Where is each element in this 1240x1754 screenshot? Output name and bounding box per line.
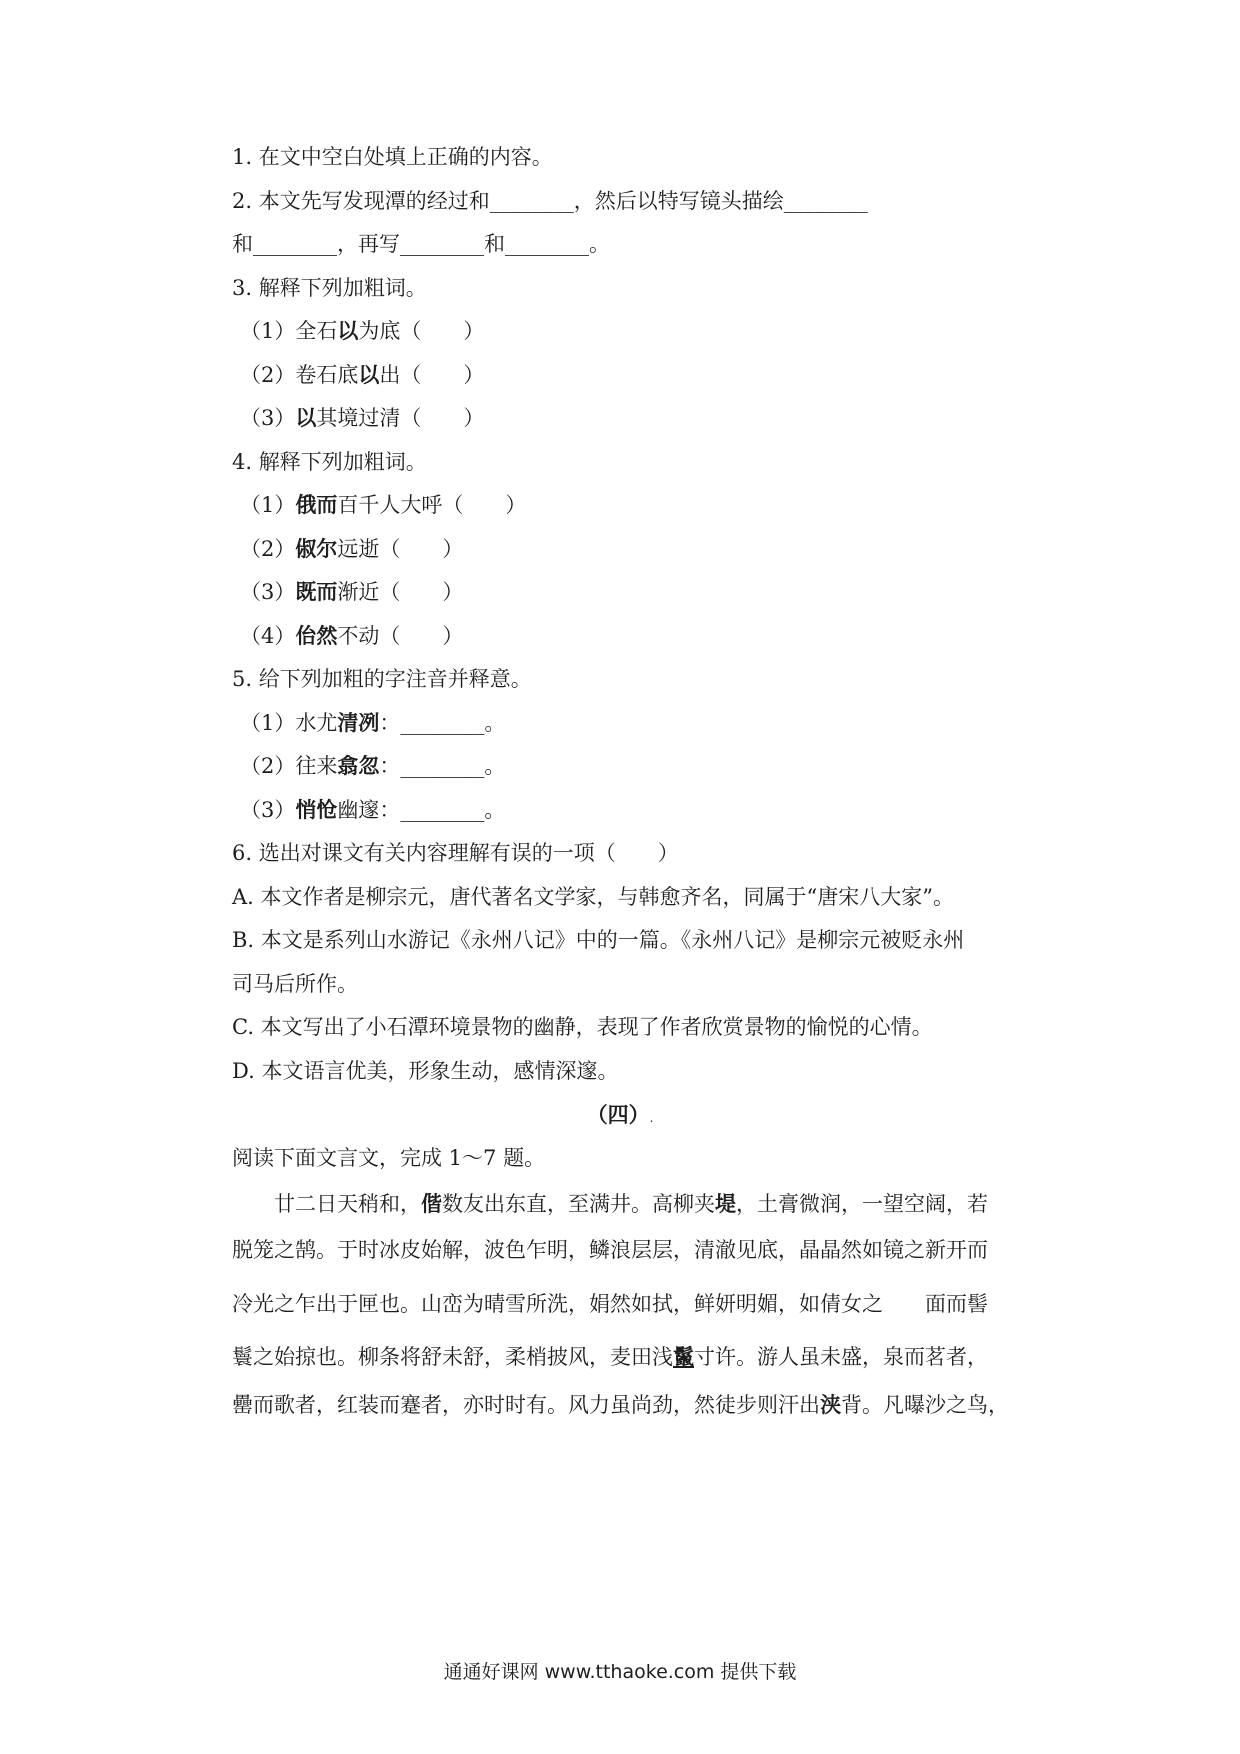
item-prefix: （3）	[240, 798, 296, 822]
item-prefix: （2）	[240, 537, 296, 561]
item-suffix: 为底（ ）	[358, 319, 485, 343]
passage-line-2: 脱笼之鹄。于时冰皮始解，波色乍明，鳞浪层层，清澈见底，晶晶然如镜之新开而	[232, 1238, 988, 1262]
bold-word: 俶尔	[295, 536, 338, 561]
question-6-option-b-line-1: B. 本文是系列山水游记《永州八记》中的一篇。《永州八记》是柳宗元被贬永州	[232, 928, 965, 952]
question-2-line-2: 和________，再写________和________。	[232, 232, 610, 256]
question-3-item-2	[240, 360, 484, 390]
question-1: 1. 在文中空白处填上正确的内容。	[232, 145, 553, 169]
passage-bold-word: 偕	[421, 1191, 442, 1216]
passage-line-4	[232, 1342, 988, 1372]
section-heading-text: （四）	[586, 1102, 650, 1127]
section-intro: 阅读下面文言文，完成 1～7 题。	[232, 1146, 546, 1170]
question-6-title: 6. 选出对课文有关内容理解有误的一项（ ）	[232, 841, 679, 865]
bold-word: 翕忽	[337, 753, 380, 778]
question-4-item-3	[240, 577, 463, 607]
question-6-option-d: D. 本文语言优美，形象生动，感情深邃。	[232, 1059, 619, 1083]
item-prefix: （2）往来	[240, 754, 338, 778]
item-prefix: （1）水尤	[240, 711, 338, 735]
passage-line-1	[232, 1189, 988, 1219]
question-5-title: 5. 给下列加粗的字注音并释意。	[232, 667, 532, 691]
passage-bold-word: 堤	[715, 1191, 736, 1216]
item-suffix: 其境过清（ ）	[316, 406, 485, 430]
item-suffix: ：________。	[379, 711, 506, 735]
item-prefix: （3）	[240, 580, 296, 604]
question-2-line-1: 2. 本文先写发现潭的经过和________，然后以特写镜头描绘________	[232, 189, 868, 213]
item-suffix: 出（ ）	[379, 363, 485, 387]
passage-text: ，土膏微润，一望空阔，若	[736, 1192, 988, 1216]
item-prefix: （2）卷石底	[240, 363, 359, 387]
question-4-item-2	[240, 534, 463, 564]
item-prefix: （1）全石	[240, 319, 338, 343]
bold-word: 以	[337, 318, 359, 343]
passage-text: 廿二日天稍和，	[232, 1192, 421, 1216]
question-4-title: 4. 解释下列加粗词。	[232, 450, 427, 474]
passage-text: 数友出东直，至满井。高柳夹	[442, 1192, 715, 1216]
passage-line-3: 冷光之乍出于匣也。山峦为晴雪所洗，娟然如拭，鲜妍明媚，如倩女之 面而髻	[232, 1292, 988, 1316]
section-heading-mark: .	[649, 1111, 654, 1125]
question-4-item-4	[240, 621, 463, 651]
bold-word: 悄怆	[295, 797, 338, 822]
passage-line-5	[232, 1390, 1009, 1420]
passage-text: 鬟之始掠也。柳条将舒未舒，柔梢披风，麦田浅	[232, 1345, 673, 1369]
item-prefix: （1）	[240, 493, 296, 517]
item-prefix: （3）	[240, 406, 296, 430]
question-4-item-1	[240, 490, 526, 520]
question-5-item-3	[240, 795, 505, 825]
passage-text: 寸许。游人虽未盛，泉而茗者，	[694, 1345, 988, 1369]
item-suffix: 幽邃：________。	[337, 798, 506, 822]
question-6-option-c: C. 本文写出了小石潭环境景物的幽静，表现了作者欣赏景物的愉悦的心情。	[232, 1015, 933, 1039]
question-6-option-a: A. 本文作者是柳宗元，唐代著名文学家，与韩愈齐名，同属于“唐宋八大家”。	[232, 885, 954, 909]
passage-bold-word: 鬣	[673, 1344, 694, 1369]
item-prefix: （4）	[240, 624, 296, 648]
passage-text: 罍而歌者，红装而蹇者，亦时时有。风力虽尚劲，然徒步则汗出	[232, 1393, 820, 1417]
passage-bold-word: 浃	[820, 1392, 841, 1417]
item-suffix: ：________。	[379, 754, 506, 778]
passage-text: 背。凡曝沙之鸟，	[841, 1393, 1009, 1417]
bold-word: 俄而	[295, 492, 338, 517]
page-footer: 通通好课网 www.tthaoke.com 提供下载	[443, 1661, 797, 1683]
bold-word: 清冽	[337, 710, 380, 735]
item-suffix: 渐近（ ）	[337, 580, 464, 604]
question-3-item-3	[240, 403, 484, 433]
question-5-item-2	[240, 751, 505, 781]
section-heading	[0, 1100, 1240, 1133]
question-6-option-b-line-2: 司马后所作。	[232, 972, 358, 996]
bold-word: 以	[358, 362, 380, 387]
question-3-title: 3. 解释下列加粗词。	[232, 276, 427, 300]
bold-word: 既而	[295, 579, 338, 604]
bold-word: 以	[295, 405, 317, 430]
bold-word: 佁然	[295, 623, 338, 648]
question-5-item-1	[240, 708, 505, 738]
item-suffix: 远逝（ ）	[337, 537, 464, 561]
question-3-item-1	[240, 316, 484, 346]
item-suffix: 不动（ ）	[337, 624, 464, 648]
item-suffix: 百千人大呼（ ）	[337, 493, 527, 517]
